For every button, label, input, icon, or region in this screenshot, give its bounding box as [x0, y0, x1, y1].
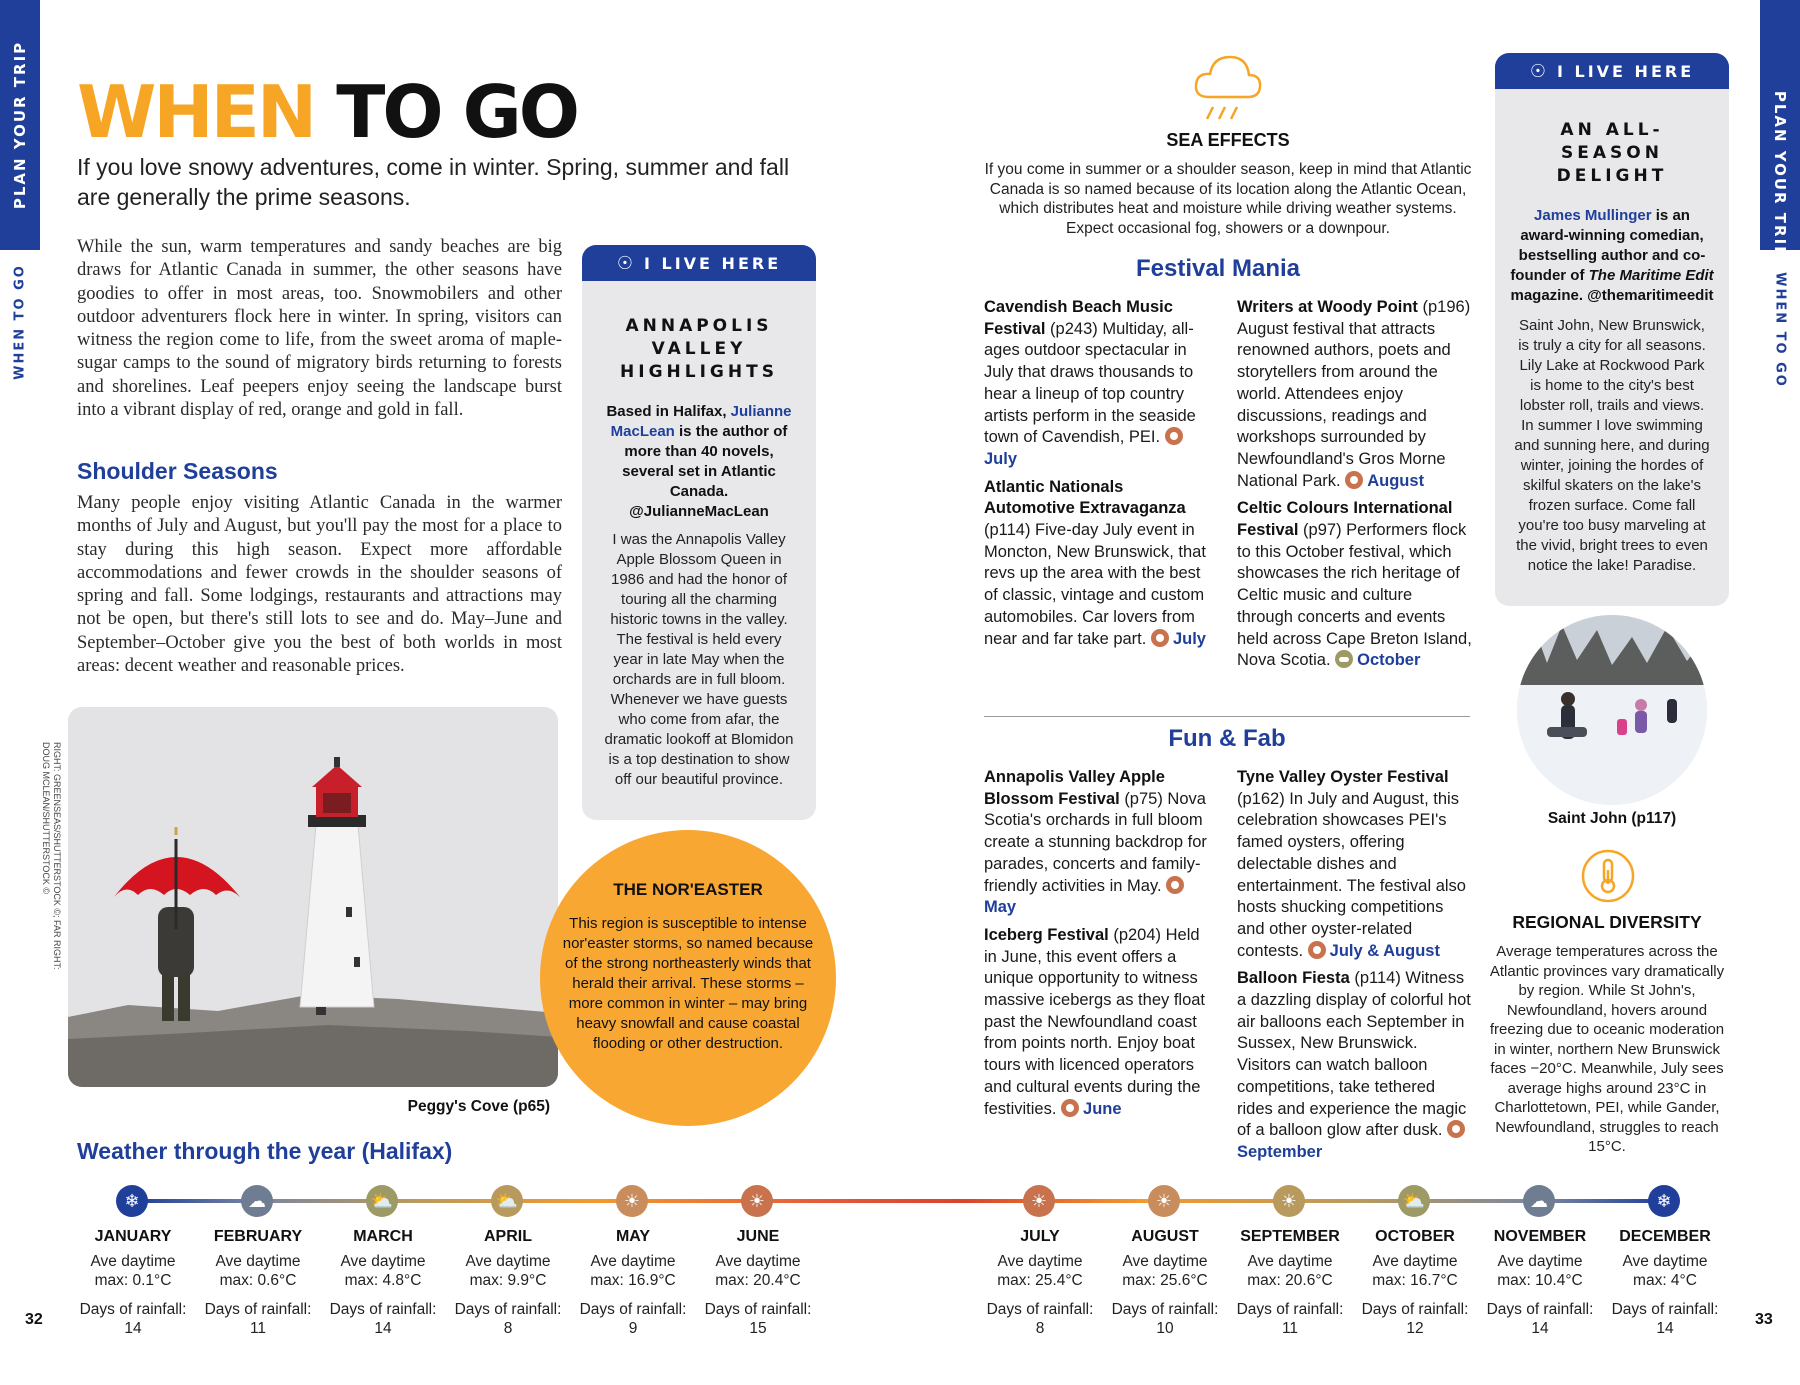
- month-temp-value: max: 16.7°C: [1372, 1272, 1458, 1289]
- month-temp-label: Ave daytime: [1247, 1253, 1333, 1270]
- month-name: JUNE: [736, 1228, 780, 1245]
- sun-icon: ☀: [741, 1185, 773, 1217]
- festival-name: Writers at Woody Point: [1237, 298, 1418, 316]
- rain-cloud-icon: [1193, 45, 1263, 123]
- festival-item: [1237, 767, 1472, 962]
- festival-item: [984, 297, 1214, 471]
- intro-paragraph: While the sun, warm temperatures and sandy beaches are big draws for Atlantic Canada in summer, the other seasons have goodies to offer in most areas, too. Snowmobilers and other outdoor adventurers flock here in winter. In spring, visitors can witness the region come to life, from the sweet aroma of maple-sugar camps to the sound of migratory birds returning to forests and shorelines. Leaf peepers enjoy seeing the landscape burst into a vibrant display of red, orange and gold in fall.: [77, 237, 562, 421]
- bio-prefix: Based in Halifax,: [606, 403, 727, 420]
- month-rain-label: Days of rainfall:: [79, 1301, 187, 1318]
- snowflake-icon: ❄: [1648, 1185, 1680, 1217]
- festival-month: July & August: [1329, 941, 1440, 960]
- live-here-badge: [1495, 53, 1729, 89]
- peggys-cove-photo: [68, 707, 558, 1087]
- month-rain-label: Days of rainfall:: [704, 1301, 812, 1318]
- month-temp-value: max: 0.6°C: [219, 1272, 297, 1289]
- month-temp-label: Ave daytime: [465, 1253, 551, 1270]
- month-temp-value: max: 4°C: [1633, 1272, 1697, 1289]
- month-temp-label: Ave daytime: [1497, 1253, 1583, 1270]
- month-temp-label: Ave daytime: [215, 1253, 301, 1270]
- festival-text: (p243) Multiday, all-ages outdoor spectacular in July that draws thousands to hear a lineup of top country artists perform in the seaside town of Cavendish, PEI.: [984, 319, 1196, 447]
- month-name: SEPTEMBER: [1240, 1228, 1340, 1245]
- festival-month: July: [984, 449, 1018, 468]
- sun-icon: [1308, 941, 1326, 959]
- festival-name: Balloon Fiesta: [1237, 969, 1350, 988]
- month-rain-value: 12: [1406, 1320, 1424, 1337]
- month-temp-value: max: 0.1°C: [94, 1272, 172, 1289]
- month-column: [323, 1227, 443, 1338]
- month-name: MARCH: [353, 1228, 413, 1245]
- live-here-title: AN ALL-SEASON DELIGHT: [1556, 120, 1668, 186]
- month-name: JULY: [1020, 1228, 1060, 1245]
- month-name: AUGUST: [1131, 1228, 1199, 1245]
- sun-icon: [1447, 1120, 1465, 1138]
- regional-diversity-title: REGIONAL DIVERSITY: [1512, 912, 1702, 932]
- month-rain-value: 14: [1656, 1320, 1674, 1337]
- sun-icon: ☀: [616, 1185, 648, 1217]
- festival-month: June: [1083, 1099, 1122, 1118]
- shoulder-seasons-paragraph: Many people enjoy visiting Atlantic Canada in the warmer months of July and August, but you'll pay the most for a place to stay during this high season. Expect more affordable accommodations and fewer crowds in the shoulder seasons of spring and fall. Some lodgings, restaurants and attractions may not be open, but there's still lots to see and do. May–June and September–October give you the best of both worlds in most areas: decent weather and reasonable prices.: [77, 493, 562, 677]
- left-tab-section-label: PLAN YOUR TRIP: [11, 40, 29, 210]
- sun-icon: ☀: [1148, 1185, 1180, 1217]
- month-column: [1105, 1227, 1225, 1338]
- month-name: FEBRUARY: [213, 1228, 303, 1245]
- month-name: DECEMBER: [1619, 1228, 1711, 1245]
- festival-text: (p97) Performers flock to this October festival, which showcases the rich heritage of Celtic music and culture through concerts and events held across Cape Breton Island, Nova Scotia.: [1237, 521, 1472, 670]
- month-rain-value: 8: [503, 1320, 513, 1337]
- festival-mania-heading: Festival Mania: [1135, 255, 1301, 282]
- month-temp-label: Ave daytime: [715, 1253, 801, 1270]
- partly-cloudy-icon: ⛅: [1398, 1185, 1430, 1217]
- live-here-box-annapolis: [582, 245, 816, 820]
- map-pin-icon: ☉: [1529, 60, 1549, 82]
- sun-icon: [1166, 876, 1184, 894]
- cloud-snow-icon: ☁: [241, 1185, 273, 1217]
- peggys-cove-caption: Peggy's Cove (p65): [407, 1098, 550, 1115]
- festival-text: (p196) August festival that attracts renowned authors, poets and storytellers from around the world. Attendees enjoy discussions, readings and workshops surrounded by Newfoundland's Gros Morne National Park.: [1237, 298, 1471, 490]
- lede: If you love snowy adventures, come in winter. Spring, summer and fall are generally the prime seasons.: [77, 154, 790, 210]
- partly-cloudy-icon: [1335, 650, 1353, 668]
- month-column: [980, 1227, 1100, 1338]
- festival-text: (p162) In July and August, this celebration showcases PEI's famed oysters, offering delectable dishes and entertainment. The festival also hosts shucking competitions and other oyster-related contests.: [1237, 789, 1466, 960]
- title-to-go: TO GO: [336, 70, 577, 154]
- fun-fab-right-column: [1237, 767, 1472, 1164]
- month-name: NOVEMBER: [1493, 1228, 1587, 1245]
- thermometer-icon: [1580, 848, 1636, 904]
- bio-suffix: is the author of more than 40 novels, several set in Atlantic Canada. @JulianneMacLean: [622, 423, 788, 520]
- month-column: [1355, 1227, 1475, 1338]
- month-name: JANUARY: [94, 1228, 172, 1245]
- festival-name: Cavendish Beach Music Festival: [984, 298, 1173, 338]
- month-name: OCTOBER: [1375, 1228, 1455, 1245]
- festival-mania-right-column: [1237, 297, 1472, 672]
- sun-icon: [1061, 1099, 1079, 1117]
- festival-name: Annapolis Valley Apple Blossom Festival: [984, 768, 1165, 808]
- festival-name: Atlantic Nationals Automotive Extravaganza: [984, 477, 1186, 518]
- festival-month: September: [1237, 1142, 1323, 1161]
- month-rain-value: 11: [249, 1320, 267, 1337]
- fun-fab-left-column: [984, 767, 1214, 1120]
- lighthouse-illustration: [68, 707, 558, 1087]
- noreaster-circle: [540, 830, 836, 1126]
- live-here-bio: [598, 402, 800, 522]
- month-rain-label: Days of rainfall:: [986, 1301, 1094, 1318]
- month-temp-label: Ave daytime: [1372, 1253, 1458, 1270]
- month-temp-label: Ave daytime: [590, 1253, 676, 1270]
- weather-heading: Weather through the year (Halifax): [77, 1138, 453, 1164]
- bio-magazine: The Maritime Edit: [1588, 267, 1714, 284]
- month-rain-label: Days of rainfall:: [1486, 1301, 1594, 1318]
- month-rain-value: 10: [1156, 1320, 1174, 1337]
- sun-icon: ☀: [1023, 1185, 1055, 1217]
- month-name: APRIL: [484, 1228, 532, 1245]
- month-rain-value: 8: [1035, 1320, 1045, 1337]
- month-temp-value: max: 4.8°C: [344, 1272, 422, 1289]
- live-here-badge: [582, 245, 816, 281]
- noreaster-body: This region is susceptible to intense nor'easter storms, so named because of the strong northeasterly winds that herald their arrival. These storms – more common in winter – may bring heavy snowfall and cause coastal flooding or other destruction.: [562, 915, 814, 1052]
- festival-month: October: [1357, 651, 1421, 670]
- sea-effects-title: SEA EFFECTS: [1166, 130, 1290, 150]
- festival-item: [984, 767, 1214, 919]
- skaters-illustration: [1517, 615, 1707, 805]
- bio-end: magazine. @themaritimeedit: [1510, 287, 1714, 304]
- right-tab-section-label: PLAN YOUR TRIP: [1771, 90, 1789, 260]
- festival-item: [1237, 297, 1472, 492]
- partly-cloudy-icon: ⛅: [491, 1185, 523, 1217]
- month-rain-label: Days of rainfall:: [1236, 1301, 1344, 1318]
- page-number-left: 32: [25, 1311, 43, 1328]
- sun-icon: ☀: [1273, 1185, 1305, 1217]
- sun-icon: [1165, 427, 1183, 445]
- live-here-badge-label: I LIVE HERE: [644, 253, 782, 273]
- month-column: [1605, 1227, 1725, 1338]
- fun-fab-heading: Fun & Fab: [1168, 725, 1286, 752]
- month-column: [1480, 1227, 1600, 1338]
- month-temp-value: max: 20.4°C: [715, 1272, 801, 1289]
- live-here-title: ANNAPOLIS VALLEY HIGHLIGHTS: [620, 316, 778, 382]
- month-rain-label: Days of rainfall:: [1361, 1301, 1469, 1318]
- festival-name: Tyne Valley Oyster Festival: [1237, 768, 1449, 786]
- sun-icon: [1345, 471, 1363, 489]
- month-column: [198, 1227, 318, 1338]
- month-temp-label: Ave daytime: [340, 1253, 426, 1270]
- festival-month: May: [984, 898, 1017, 917]
- saint-john-photo: [1517, 615, 1707, 805]
- month-temp-value: max: 20.6°C: [1247, 1272, 1333, 1289]
- festival-text: (p114) Five-day July event in Moncton, New Brunswick, that revs up the area with the best of classic, vintage and custom automobiles. Car lovers from near and far take part.: [984, 521, 1206, 648]
- month-temp-value: max: 25.6°C: [1122, 1272, 1208, 1289]
- festival-name: Iceberg Festival: [984, 925, 1109, 944]
- section-divider: [984, 716, 1470, 717]
- live-here-quote: Saint John, New Brunswick, is truly a city for all seasons. Lily Lake at Rockwood Park is home to the city's best lobster roll, trails and views. In summer I love swimming and sunning here, and during winter, joining the hordes of skilful skaters on the lake's frozen surface. Come fall you're too busy marveling at the vivid, bright trees to even notice the lake! Paradise.: [1514, 317, 1710, 574]
- month-temp-value: max: 25.4°C: [997, 1272, 1083, 1289]
- live-here-box-saint-john: [1495, 53, 1729, 606]
- month-rain-label: Days of rainfall:: [204, 1301, 312, 1318]
- festival-item: [984, 925, 1214, 1120]
- cloud-snow-icon: ☁: [1523, 1185, 1555, 1217]
- map-pin-icon: ☉: [616, 252, 636, 274]
- shoulder-seasons-heading: Shoulder Seasons: [77, 458, 278, 484]
- month-column: [73, 1227, 193, 1338]
- festival-month: July: [1172, 629, 1206, 648]
- festival-name: Celtic Colours International Festival: [1237, 499, 1453, 540]
- month-temp-label: Ave daytime: [1122, 1253, 1208, 1270]
- month-rain-label: Days of rainfall:: [1111, 1301, 1219, 1318]
- live-here-quote: I was the Annapolis Valley Apple Blossom Queen in 1986 and had the honor of touring all the charming historic towns in the valley. The festival is held every year in late May when the orchards are in full bloom. Whenever we have guests who come from afar, the dramatic lookoff at Blomidon is a top destination to show off our beautiful province.: [604, 531, 794, 788]
- title-when: WHEN: [77, 70, 315, 154]
- right-tab-chapter-label: WHEN TO GO: [1772, 272, 1788, 388]
- month-column: [573, 1227, 693, 1338]
- snowflake-icon: ❄: [116, 1185, 148, 1217]
- month-rain-label: Days of rainfall:: [329, 1301, 437, 1318]
- live-here-badge-label: I LIVE HERE: [1557, 61, 1695, 81]
- month-rain-value: 15: [749, 1320, 767, 1337]
- month-rain-value: 14: [1531, 1320, 1549, 1337]
- month-column: [1230, 1227, 1350, 1338]
- month-temp-value: max: 16.9°C: [590, 1272, 676, 1289]
- month-column: [698, 1227, 818, 1338]
- month-rain-value: 11: [1281, 1320, 1299, 1337]
- festival-month: August: [1367, 471, 1425, 490]
- left-tab-chapter-label: WHEN TO GO: [12, 264, 28, 380]
- month-name: MAY: [615, 1228, 651, 1245]
- month-temp-label: Ave daytime: [997, 1253, 1083, 1270]
- photo-credit: RIGHT: GREENSEAS/SHUTTERSTOCK ©; FAR RIGHT: DOUG MCLEAN/SHUTTERSTOCK ©: [41, 742, 62, 970]
- bio-author-name: James Mullinger: [1534, 207, 1652, 224]
- month-rain-value: 9: [628, 1320, 638, 1337]
- month-rain-label: Days of rainfall:: [1611, 1301, 1719, 1318]
- month-temp-value: max: 10.4°C: [1497, 1272, 1583, 1289]
- live-here-bio: [1509, 206, 1715, 306]
- page-title: [77, 68, 577, 156]
- month-temp-value: max: 9.9°C: [469, 1272, 547, 1289]
- noreaster-title: THE NOR'EASTER: [613, 880, 763, 899]
- month-column: [448, 1227, 568, 1338]
- sea-effects-body: If you come in summer or a shoulder season, keep in mind that Atlantic Canada is so named because of its location along the Atlantic Ocean, which distributes heat and moisture while driving weather systems. Expect occasional fog, showers or a downpour.: [984, 161, 1472, 237]
- sun-icon: [1151, 629, 1169, 647]
- regional-diversity-body: Average temperatures across the Atlantic provinces vary dramatically by region. While St John's, Newfoundland, hovers around freezing due to oceanic moderation in winter, northern New Brunswick faces −20°C. Meanwhile, July sees average highs around 23°C in Charlottetown, PEI, while Gander, Newfoundland, struggles to reach 15°C.: [1489, 943, 1725, 1155]
- festival-text: (p114) Witness a dazzling display of colorful hot air balloons each September in Sussex, New Brunswick. Visitors can watch balloon competitions, take tethered rides and experience the magic of a balloon glow after dusk.: [1237, 969, 1471, 1140]
- festival-text: (p75) Nova Scotia's orchards in full bloom create a stunning backdrop for parades, concerts and family-friendly activities in May.: [984, 789, 1207, 895]
- month-rain-label: Days of rainfall:: [454, 1301, 562, 1318]
- month-temp-label: Ave daytime: [1622, 1253, 1708, 1270]
- bio-author-name: Julianne MacLean: [610, 403, 792, 440]
- festival-item: [984, 477, 1214, 651]
- bio-suffix: is an award-winning comedian, bestselling author and co-founder of: [1510, 207, 1706, 284]
- month-temp-label: Ave daytime: [90, 1253, 176, 1270]
- saint-john-caption: Saint John (p117): [1547, 810, 1677, 827]
- month-rain-value: 14: [374, 1320, 392, 1337]
- month-rain-value: 14: [124, 1320, 142, 1337]
- page-number-right: 33: [1755, 1311, 1773, 1328]
- festival-mania-left-column: [984, 297, 1214, 650]
- festival-text: (p204) Held in June, this event offers a unique opportunity to witness massive icebergs as they float past the Newfoundland coast from points north. Enjoy boat tours with licenced operators and cultural events during the festivities.: [984, 925, 1206, 1118]
- weather-timeline-bar: [135, 1199, 1665, 1203]
- festival-item: [1237, 968, 1472, 1163]
- partly-cloudy-icon: ⛅: [366, 1185, 398, 1217]
- festival-item: [1237, 498, 1472, 672]
- month-rain-label: Days of rainfall:: [579, 1301, 687, 1318]
